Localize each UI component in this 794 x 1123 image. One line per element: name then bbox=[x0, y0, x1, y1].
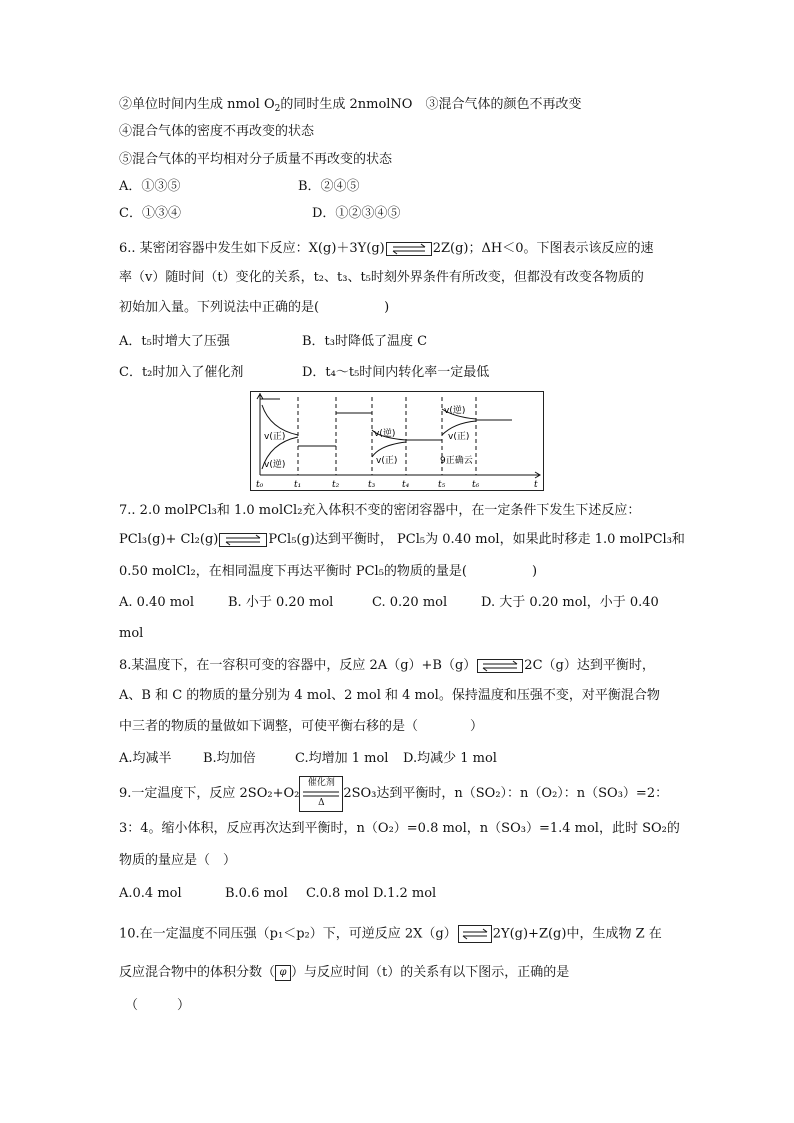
label-v-forward-5: v(正) bbox=[448, 432, 470, 442]
q5-option-b: B．②④⑤ bbox=[298, 179, 360, 194]
q6-stem-line2: 率（v）随时间（t）变化的关系，t₂、t₃、t₅时刻外界条件有所改变，但都没有改变各物质的 bbox=[119, 270, 644, 285]
tick-t4: t₄ bbox=[402, 480, 410, 490]
q7-option-c: C. 0.20 mol bbox=[372, 595, 448, 610]
label-note: 9正确云 bbox=[440, 456, 473, 466]
q8-stem-line3: 中三者的物质的量做如下调整，可使平衡右移的是（ ） bbox=[119, 719, 484, 734]
label-v-reverse-5: v(逆) bbox=[444, 406, 466, 416]
q5-option-a: A．①③⑤ bbox=[119, 179, 181, 194]
tick-t3: t₃ bbox=[368, 480, 376, 490]
catalyst-arrow-icon: 催化剂 Δ bbox=[299, 776, 343, 812]
equilibrium-arrow-icon bbox=[458, 925, 492, 943]
rate-time-graph bbox=[250, 391, 544, 491]
q6-option-d: D．t₄～t₅时间内转化率一定最低 bbox=[302, 365, 490, 380]
q7-option-d-continued: mol bbox=[119, 626, 144, 641]
label-v-reverse-1: v(逆) bbox=[264, 460, 286, 470]
q8-option-a: A.均减半 bbox=[119, 751, 172, 766]
q10-answer-blank: （ ） bbox=[125, 998, 191, 1013]
q8-stem-line1: 8.某温度下，在一容积可变的容器中，反应 2A（g）+B（g） 2C（g）达到平衡时， bbox=[119, 658, 655, 673]
q5-option-d: D．①②③④⑤ bbox=[312, 206, 401, 221]
q9-option-b: B.0.6 mol bbox=[225, 886, 288, 901]
q9-option-c: C.0.8 mol bbox=[306, 886, 369, 901]
q7-stem-line2: PCl₃(g)+ Cl₂(g) PCl₅(g)达到平衡时， PCl₅为 0.40 mol，如果此时移走 1.0 molPCl₃和 bbox=[119, 532, 685, 547]
q10-stem-line2: 反应混合物中的体积分数（ φ ）与反应时间（t）的关系有以下图示，正确的是 bbox=[119, 965, 570, 980]
graph-frame bbox=[251, 392, 544, 491]
phi-symbol-box: φ bbox=[275, 965, 291, 981]
tick-t0: t₀ bbox=[256, 480, 264, 490]
q7-option-d: D. 大于 0.20 mol，小于 0.40 bbox=[481, 595, 659, 610]
equilibrium-arrow-icon bbox=[219, 533, 267, 547]
q6-stem-line1: 6.. 某密闭容器中发生如下反应：X(g)＋3Y(g) 2Z(g)；ΔH＜0。下图表示该反应的速 bbox=[119, 241, 654, 256]
q9-stem-line1: 9.一定温度下，反应 2SO₂+O₂ 催化剂 Δ 2SO₃达到平衡时，n（SO₂）：n（O₂）：n（SO₃）=2： bbox=[119, 776, 668, 812]
tick-t2: t₂ bbox=[332, 480, 340, 490]
q6-option-b: B．t₃时降低了温度 C bbox=[302, 334, 428, 349]
q7-option-b: B. 小于 0.20 mol bbox=[228, 595, 334, 610]
q9-option-a: A.0.4 mol bbox=[119, 886, 182, 901]
q6-stem-line3: 初始加入量。下列说法中正确的是( ) bbox=[119, 300, 390, 315]
q8-stem-line2: A、B 和 C 的物质的量分别为 4 mol、2 mol 和 4 mol。保持温度和压强不变，对平衡混合物 bbox=[119, 688, 660, 703]
q5-option-c: C．①③④ bbox=[119, 206, 181, 221]
label-v-reverse-3: v(逆) bbox=[374, 429, 396, 439]
q5-item2: ②单位时间内生成 nmol $O_2$的同时生成 2nmolNO ③混合气体的颜色不再改变 bbox=[119, 97, 582, 114]
q8-option-c: C.均增加 1 mol bbox=[295, 751, 389, 766]
q9-stem-line3: 物质的量应是（ ） bbox=[119, 853, 237, 868]
q5-item5: ⑤混合气体的平均相对分子质量不再改变的状态 bbox=[119, 152, 393, 167]
q7-stem-line3: 0.50 molCl₂，在相同温度下再达平衡时 PCl₅的物质的量是( ) bbox=[119, 564, 538, 579]
equilibrium-arrow-icon bbox=[477, 659, 523, 673]
q7-option-a: A. 0.40 mol bbox=[119, 595, 195, 610]
equilibrium-arrow-icon bbox=[386, 242, 432, 256]
q7-stem-line1: 7.. 2.0 molPCl₃和 1.0 molCl₂充入体积不变的密闭容器中，在一定条件下发生下述反应： bbox=[119, 503, 641, 518]
tick-t: t bbox=[534, 480, 538, 490]
tick-t6: t₆ bbox=[472, 480, 480, 490]
tick-t5: t₅ bbox=[438, 480, 446, 490]
label-v-forward-1: v(正) bbox=[264, 432, 286, 442]
q8-option-b: B.均加倍 bbox=[203, 751, 256, 766]
q9-stem-line2: 3：4。缩小体积，反应再次达到平衡时，n（O₂）=0.8 mol，n（SO₃）=1.4 mol，此时 SO₂的 bbox=[119, 821, 680, 836]
label-v-forward-3: v(正) bbox=[376, 456, 398, 466]
q9-option-d: D.1.2 mol bbox=[373, 886, 437, 901]
q6-option-a: A．t₅时增大了压强 bbox=[119, 334, 230, 349]
tick-t1: t₁ bbox=[294, 480, 302, 490]
q6-option-c: C．t₂时加入了催化剂 bbox=[119, 365, 244, 380]
q5-item4: ④混合气体的密度不再改变的状态 bbox=[119, 124, 315, 139]
q8-option-d: D.均减少 1 mol bbox=[403, 751, 497, 766]
q10-stem-line1: 10.在一定温度不同压强（p₁＜p₂）下，可逆反应 2X（g） 2Y(g)+Z(g)中，生成物 Z 在 bbox=[119, 926, 662, 942]
